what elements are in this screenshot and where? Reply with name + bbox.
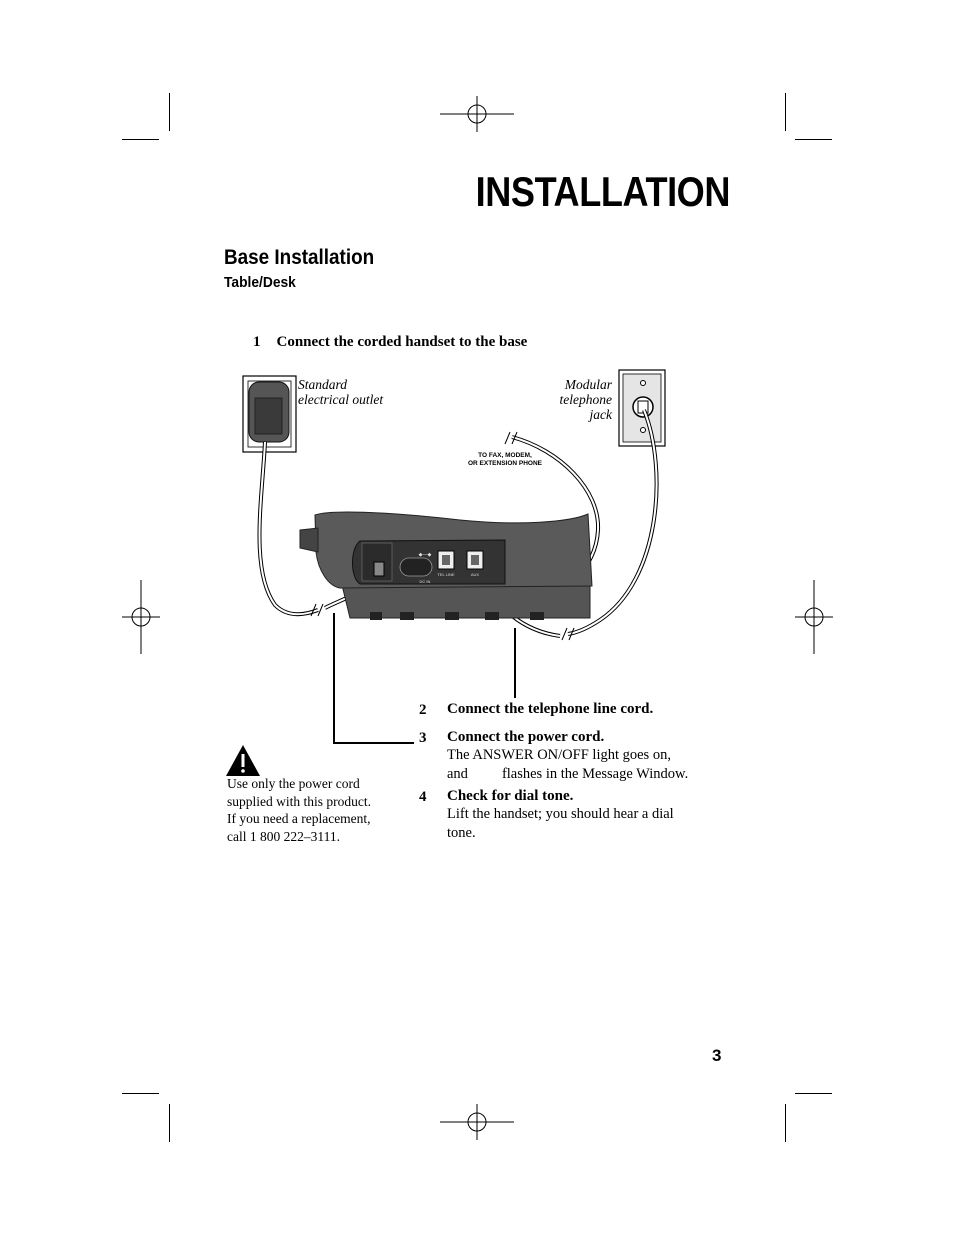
caution-text: Use only the power cord supplied with this product. If you need a replacement, call 1 800 222–3111.	[227, 776, 371, 844]
leader-line-power	[334, 613, 414, 743]
step-title: Connect the telephone line cord.	[447, 701, 654, 717]
step-title: Check for dial tone.	[447, 788, 574, 804]
section-title: Base Installation	[224, 246, 375, 269]
power-cord	[259, 442, 318, 614]
port-label-tel-line: TEL LINE	[437, 572, 455, 577]
step-number: 4	[419, 789, 427, 805]
telephone-jack	[619, 370, 665, 446]
step-number: 2	[419, 702, 427, 718]
warning-icon	[226, 745, 260, 776]
step-number: 1	[253, 334, 261, 350]
outlet-label: Standard electrical outlet	[298, 377, 384, 407]
fax-label: TO FAX, MODEM, OR EXTENSION PHONE	[467, 452, 543, 467]
page-title: INSTALLATION	[475, 168, 730, 215]
step-title: Connect the power cord.	[447, 729, 605, 745]
subsection-title: Table/Desk	[224, 274, 296, 291]
step-2	[419, 701, 654, 719]
step-3	[419, 729, 739, 782]
step-body: Lift the handset; you should hear a dial tone.	[447, 806, 674, 841]
telephone-base	[300, 512, 592, 620]
electrical-outlet	[243, 376, 296, 452]
page-number: 3	[712, 1046, 722, 1065]
step-title: Connect the corded handset to the base	[276, 334, 528, 350]
jack-label: Modular telephone jack	[559, 377, 612, 422]
step-4	[419, 788, 739, 841]
step-number: 3	[419, 730, 427, 746]
port-label-aux: AUX	[470, 572, 480, 577]
svg-text:◆—◆: ◆—◆	[418, 552, 432, 558]
port-label-dc-in: DC IN	[419, 579, 431, 584]
step-body: The ANSWER ON/OFF light goes on, and flashes in the Message Window.	[447, 747, 689, 782]
